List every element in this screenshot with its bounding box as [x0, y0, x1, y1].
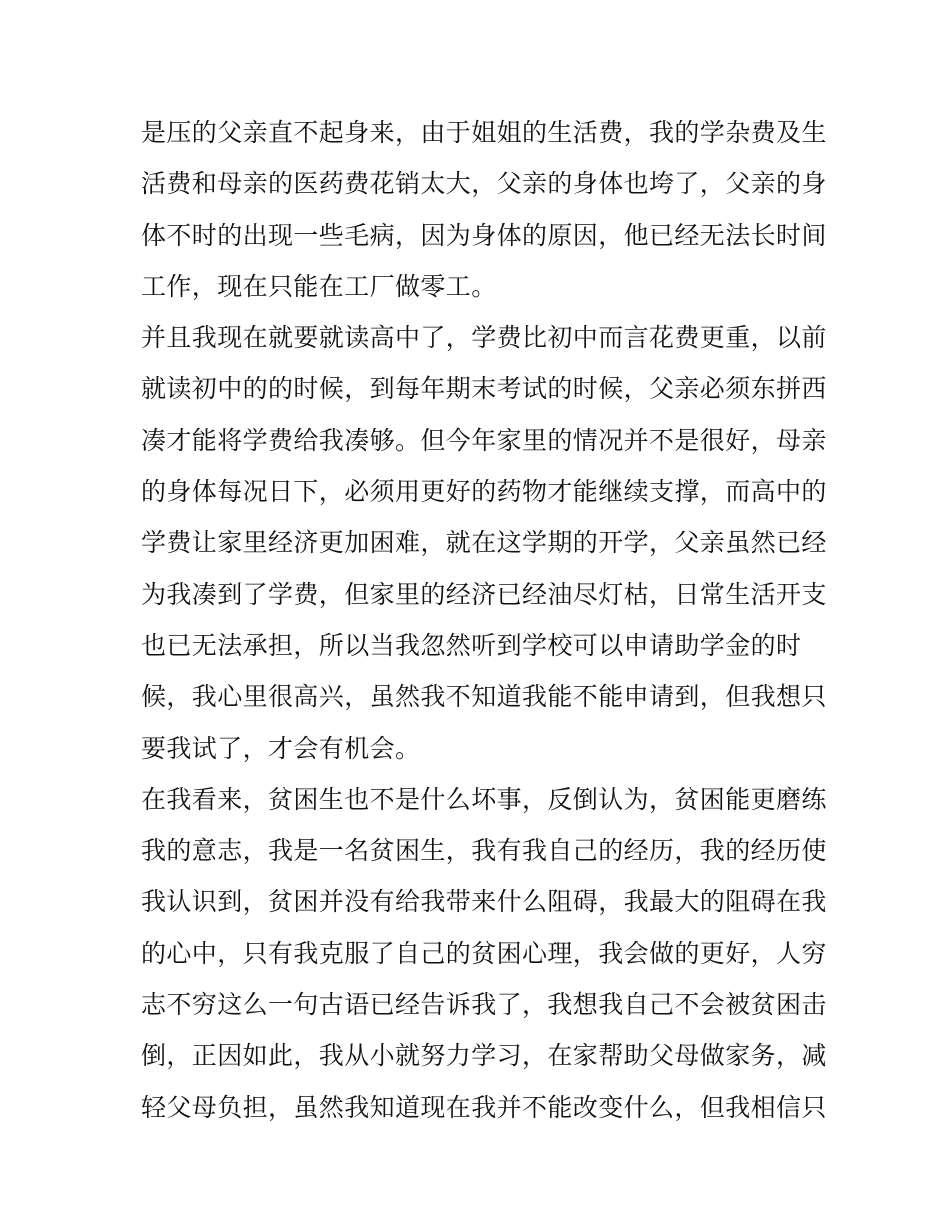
text-line: 工作，现在只能在工厂做零工。 — [141, 271, 497, 301]
text-line: 也已无法承担，所以当我忽然听到学校可以申请助学金的时 — [141, 630, 802, 660]
text-line: 我的意志，我是一名贫困生，我有我自己的经历，我的经历使 — [141, 836, 827, 866]
text-line: 在我看来，贫困生也不是什么坏事，反倒认为，贫困能更磨练 — [141, 784, 827, 814]
text-line: 活费和母亲的医药费花销太大，父亲的身体也垮了，父亲的身 — [141, 169, 827, 199]
text-line: 凑才能将学费给我凑够。但今年家里的情况并不是很好，母亲 — [141, 425, 827, 455]
text-line: 要我试了，才会有机会。 — [141, 733, 421, 763]
text-line: 为我凑到了学费，但家里的经济已经油尽灯枯，日常生活开支 — [141, 579, 827, 609]
text-line: 就读初中的的时候，到每年期末考试的时候，父亲必须东拼西 — [141, 374, 827, 404]
text-line: 倒，正因如此，我从小就努力学习，在家帮助父母做家务，减 — [141, 1041, 827, 1071]
text-line: 的身体每况日下，必须用更好的药物才能继续支撑，而高中的 — [141, 477, 827, 507]
text-line: 学费让家里经济更加困难，就在这学期的开学，父亲虽然已经 — [141, 528, 827, 558]
document-body — [141, 107, 827, 1133]
text-line: 我认识到，贫困并没有给我带来什么阻碍，我最大的阻碍在我 — [141, 887, 827, 917]
text-line: 体不时的出现一些毛病，因为身体的原因，他已经无法长时间 — [141, 220, 827, 250]
text-line: 是压的父亲直不起身来，由于姐姐的生活费，我的学杂费及生 — [141, 118, 827, 147]
text-line: 轻父母负担，虽然我知道现在我并不能改变什么，但我相信只 — [141, 1092, 827, 1122]
text-line: 并且我现在就要就读高中了，学费比初中而言花费更重，以前 — [141, 323, 827, 353]
text-line: 候，我心里很高兴，虽然我不知道我能不能申请到，但我想只 — [141, 682, 827, 712]
text-line: 的心中，只有我克服了自己的贫困心理，我会做的更好，人穷 — [141, 938, 827, 968]
text-line: 志不穷这么一句古语已经告诉我了，我想我自己不会被贫困击 — [141, 990, 827, 1020]
